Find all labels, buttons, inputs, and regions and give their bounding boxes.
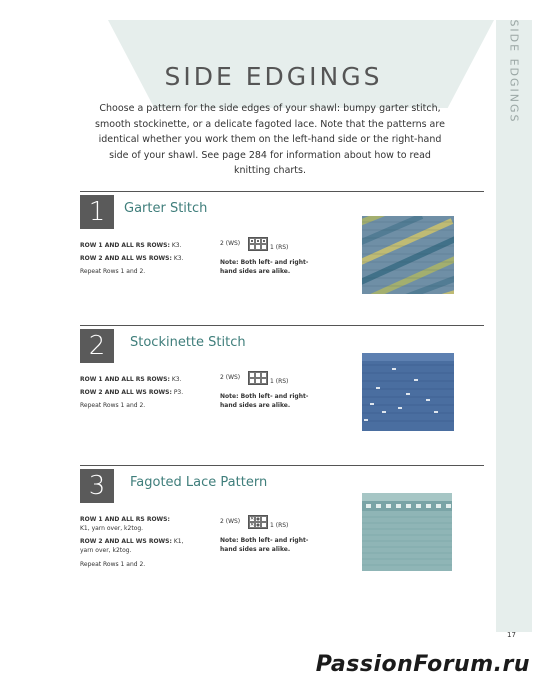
- garter-swatch-photo: [362, 216, 454, 294]
- section-garter-stitch: [80, 191, 484, 301]
- page-number: 17: [507, 631, 516, 639]
- section-number: 1: [80, 195, 114, 229]
- section-rule: [80, 191, 484, 192]
- side-tab-label: SIDE EDGINGS: [507, 19, 521, 124]
- row-2-text: K1, yarn over, k2tog.: [80, 538, 184, 554]
- chart-rs-label: 1 (RS): [270, 244, 289, 251]
- knit-cell: [261, 244, 267, 250]
- garter-swatch-image: [362, 216, 454, 294]
- row-2-instruction: [80, 388, 210, 397]
- chart-rs-label: 1 (RS): [270, 378, 289, 385]
- chart-note: Note: Both left- and right-hand sides are alike.: [220, 537, 309, 553]
- repeat-text: Repeat Rows 1 and 2.: [80, 402, 146, 409]
- repeat-text: Repeat Rows 1 and 2.: [80, 268, 146, 275]
- row-2-label: ROW 2 AND ALL WS ROWS:: [80, 538, 172, 545]
- side-tab: [496, 20, 532, 632]
- section-title: Garter Stitch: [124, 201, 208, 216]
- row-1-label: ROW 1 AND ALL RS ROWS:: [80, 376, 170, 383]
- row-2-label: ROW 2 AND ALL WS ROWS:: [80, 389, 172, 396]
- chart-ws-label: 2 (WS): [220, 518, 241, 525]
- section-title: Stockinette Stitch: [130, 335, 246, 350]
- row-2-instruction: [80, 254, 210, 263]
- section-stockinette-stitch: [80, 325, 484, 435]
- knit-cell: [261, 522, 267, 528]
- row-2-label: ROW 2 AND ALL WS ROWS:: [80, 255, 172, 262]
- section-fagoted-lace: [80, 465, 484, 575]
- page-title: SIDE EDGINGS: [164, 62, 383, 91]
- section-rule: [80, 465, 484, 466]
- section-title: Fagoted Lace Pattern: [130, 475, 268, 490]
- row-2-text: P3.: [171, 389, 184, 396]
- row-1-instruction: [80, 375, 210, 384]
- chart-ws-label: 2 (WS): [220, 240, 241, 247]
- row-1-instruction: [80, 515, 175, 533]
- row-1-instruction: [80, 241, 210, 250]
- chart-note: Note: Both left- and right-hand sides are alike.: [220, 393, 309, 409]
- chart-grid: [248, 371, 268, 385]
- chart-ws-label: 2 (WS): [220, 374, 241, 381]
- row-2-instruction: [80, 537, 190, 555]
- fagoted-lace-swatch-image: [362, 493, 452, 571]
- watermark-text: PassionForum.ru: [315, 652, 530, 677]
- section-rule: [80, 325, 484, 326]
- section-number: 2: [80, 329, 114, 363]
- stockinette-swatch-image: [362, 353, 454, 431]
- section-number: 3: [80, 469, 114, 503]
- knit-cell: [261, 378, 267, 384]
- chart-grid: [248, 515, 268, 529]
- row-1-text: K3.: [169, 376, 182, 383]
- row-1-text: K1, yarn over, k2tog.: [80, 525, 144, 532]
- chart-note: Note: Both left- and right-hand sides are alike.: [220, 259, 309, 275]
- row-2-text: K3.: [171, 255, 184, 262]
- fagoted-lace-swatch-photo: [362, 493, 452, 571]
- chart-grid: [248, 237, 268, 251]
- row-1-label: ROW 1 AND ALL RS ROWS:: [80, 242, 170, 249]
- row-1-text: K3.: [169, 242, 182, 249]
- chart-rs-label: 1 (RS): [270, 522, 289, 529]
- stockinette-swatch-photo: [362, 353, 454, 431]
- row-1-label: ROW 1 AND ALL RS ROWS:: [80, 516, 170, 523]
- repeat-text: Repeat Rows 1 and 2.: [80, 561, 146, 568]
- intro-text: Choose a pattern for the side edges of your shawl: bumpy garter stitch, smooth stockinette, or a delicate fagoted lace. Note that the patterns are identical whether you work them on the left-hand side or the right-hand side of your shawl. See page 284 for information about how to read knitting charts.: [95, 103, 445, 176]
